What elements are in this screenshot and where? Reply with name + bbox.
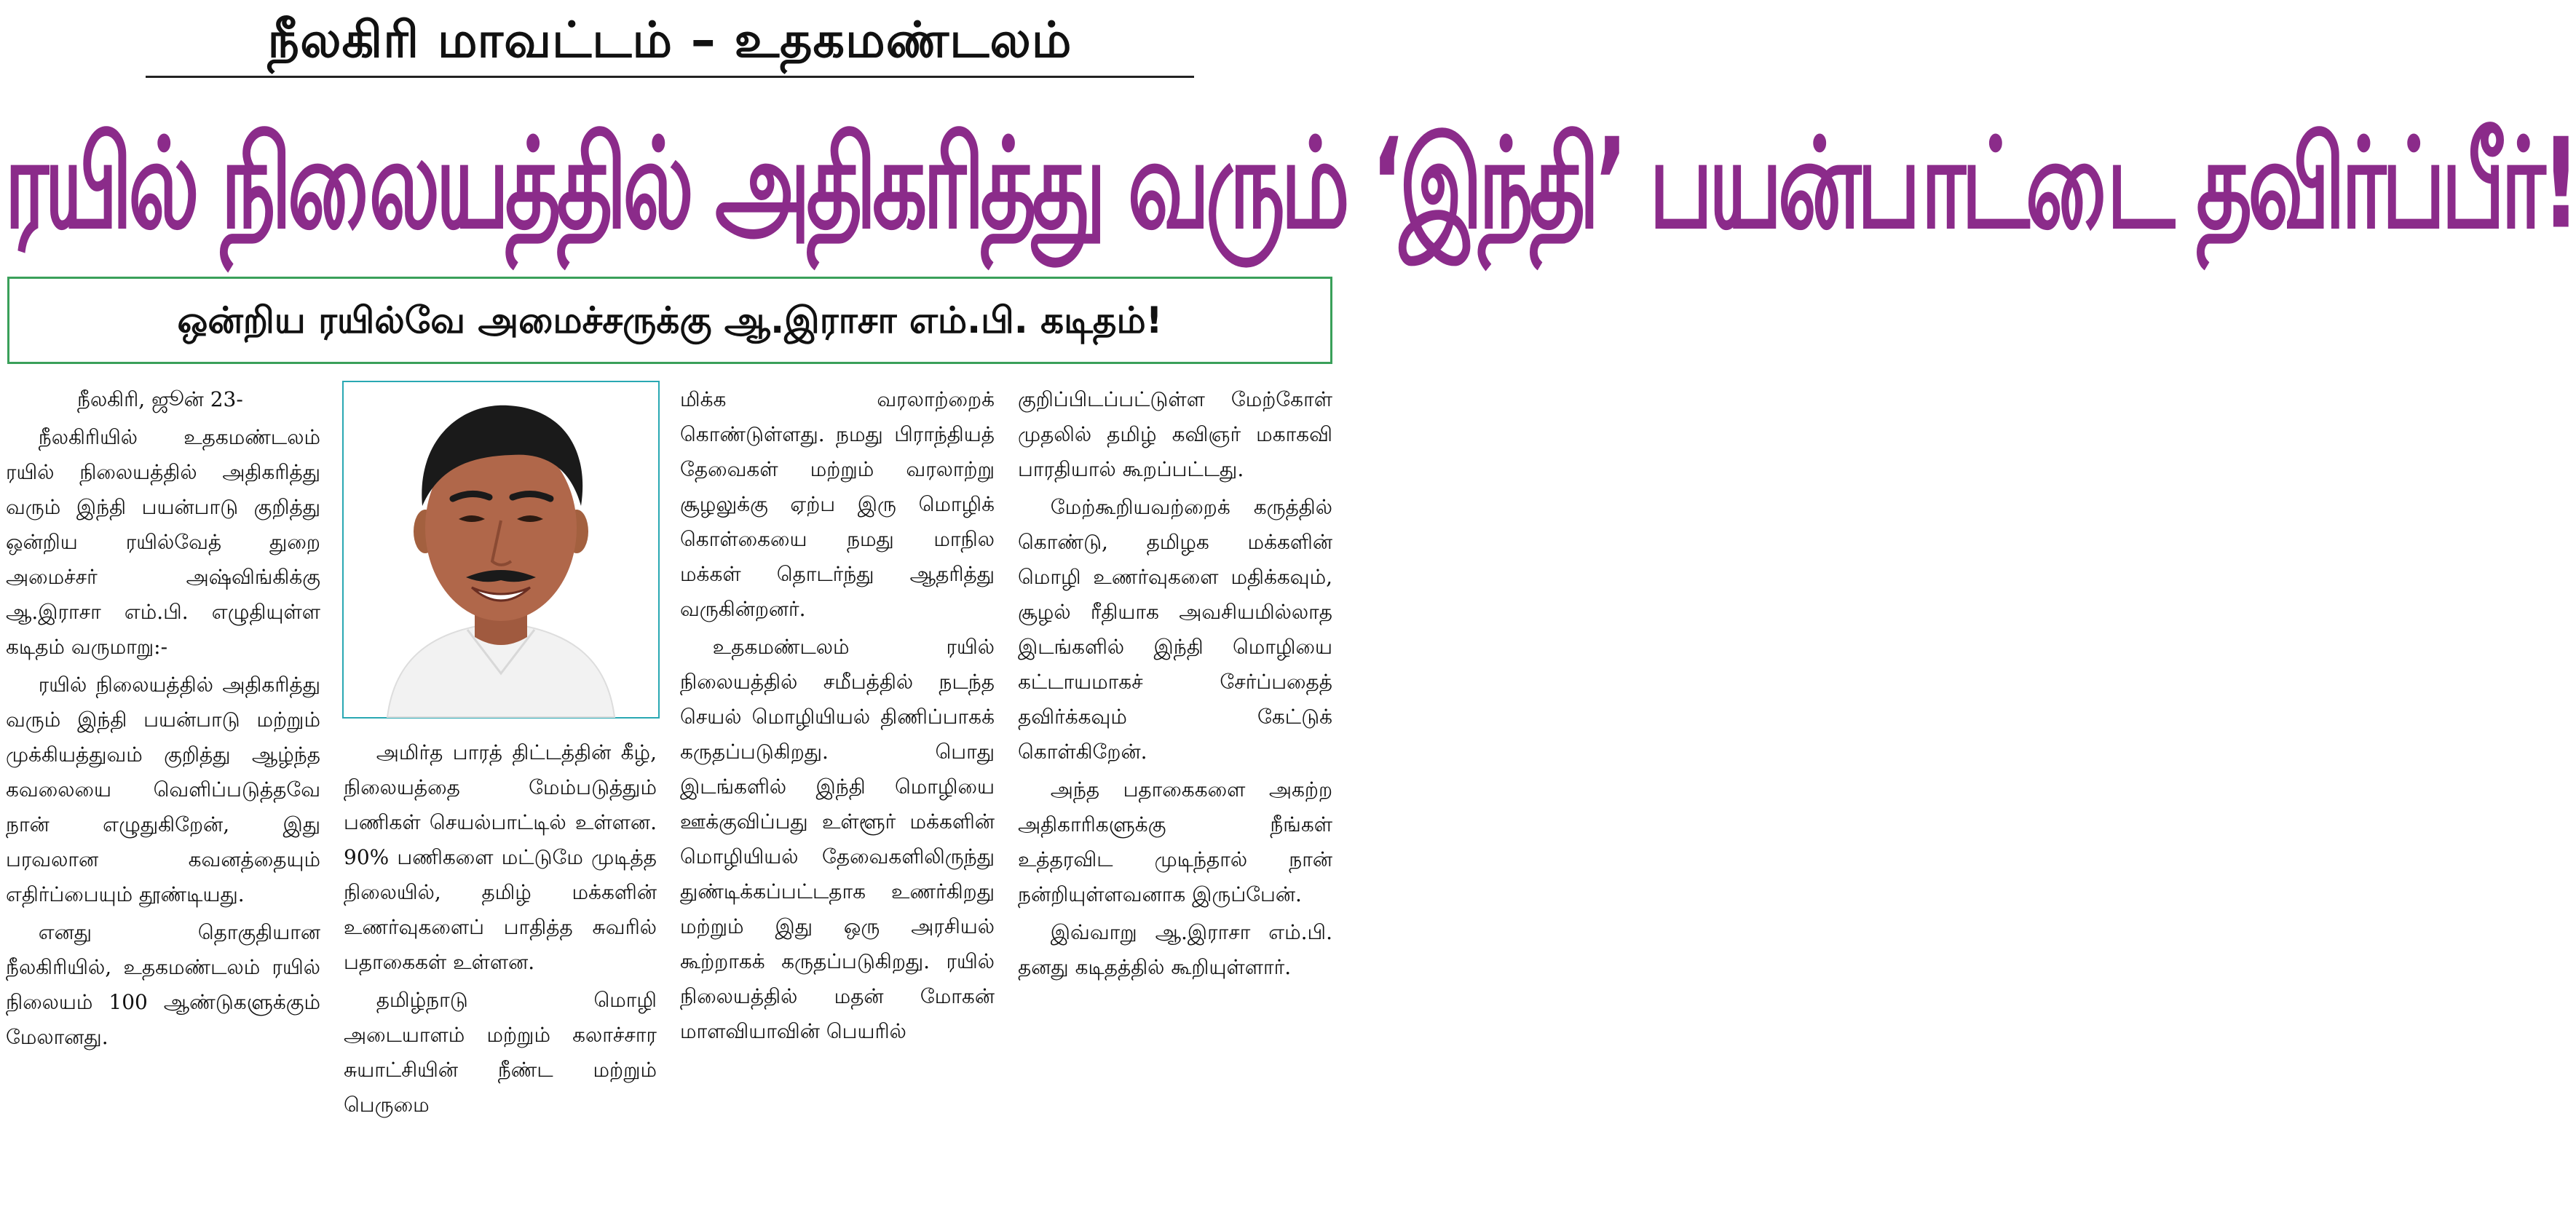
portrait-photo xyxy=(342,381,660,719)
paragraph: எனது தொகுதியான நீலகிரியில், உதகமண்டலம் ரயில் நிலையம் 100 ஆண்டுகளுக்கும் மேலானது. xyxy=(6,920,320,1049)
dateline: நீலகிரி, ஜூன் 23- xyxy=(77,387,243,411)
paragraph: அந்த பதாகைகளை அகற்ற அதிகாரிகளுக்கு நீங்கள் உத்தரவிட முடிந்தால் நான் நன்றியுள்ளவனாக இருப்பேன். xyxy=(1018,777,1332,906)
subheadline-box: ஒன்றிய ரயில்வே அமைச்சருக்கு ஆ.இராசா எம்.பி. கடிதம்! xyxy=(7,277,1332,364)
portrait-icon xyxy=(344,382,658,717)
paragraph: ரயில் நிலையத்தில் அதிகரித்து வரும் இந்தி பயன்பாடு மற்றும் முக்கியத்துவம் குறித்து ஆழ்ந்த கவலையை வெளிப்படுத்தவே நான் எழுதுகிறேன், இது பரவலான கவனத்தையும் எதிர்ப்பையும் தூண்டியது. xyxy=(6,673,320,906)
section-kicker: நீலகிரி மாவட்டம் – உதகமண்டலம் xyxy=(267,12,1072,69)
article-column-1 xyxy=(6,382,320,1201)
paragraph: அமிர்த பாரத் திட்டத்தின் கீழ், நிலையத்தை மேம்படுத்தும் பணிகள் செயல்பாட்டில் உள்ளன. 90% பணிகளை மட்டுமே முடித்த நிலையில், தமிழ் மக்களின் உணர்வுகளைப் பாதித்த சுவரில் பதாகைகள் உள்ளன. xyxy=(344,740,657,974)
paragraph: மிக்க வரலாற்றைக் கொண்டுள்ளது. நமது பிராந்தியத் தேவைகள் மற்றும் வரலாற்று சூழலுக்கு ஏற்ப இரு மொழிக் கொள்கையை நமது மாநில மக்கள் தொடர்ந்து ஆதரித்து வருகின்றனர். xyxy=(680,387,995,621)
article-column-3 xyxy=(680,382,995,1201)
paragraph: இவ்வாறு ஆ.இராசா எம்.பி. தனது கடிதத்தில் கூறியுள்ளார். xyxy=(1018,920,1332,979)
paragraph: தமிழ்நாடு மொழி அடையாளம் மற்றும் கலாச்சார சுயாட்சியின் நீண்ட மற்றும் பெருமை xyxy=(344,988,657,1117)
article-column-4 xyxy=(1018,382,1332,1201)
headline: ரயில் நிலையத்தில் அதிகரித்து வரும் ‘இந்தி’ பயன்பாட்டை தவிர்ப்பீர்! xyxy=(4,110,2576,257)
paragraph: மேற்கூறியவற்றைக் கருத்தில் கொண்டு, தமிழக மக்களின் மொழி உணர்வுகளை மதிக்கவும், சூழல் ரீதியாக அவசியமில்லாத இடங்களில் இந்தி மொழியை கட்டாயமாகச் சேர்ப்பதைத் தவிர்க்கவும் கேட்டுக் கொள்கிறேன். xyxy=(1018,495,1332,764)
paragraph: நீலகிரியில் உதகமண்டலம் ரயில் நிலையத்தில் அதிகரித்து வரும் இந்தி பயன்பாடு குறித்து ஒன்றிய ரயில்வேத் துறை அமைச்சர் அஷ்விங்கிக்கு ஆ.இராசா எம்.பி. எழுதியுள்ள கடிதம் வருமாறு:- xyxy=(6,425,320,659)
article-column-2 xyxy=(344,735,657,1201)
paragraph: உதகமண்டலம் ரயில் நிலையத்தில் சமீபத்தில் நடந்த செயல் மொழியியல் திணிப்பாகக் கருதப்படுகிறது. பொது இடங்களில் இந்தி மொழியை ஊக்குவிப்பது உள்ளூர் மக்களின் மொழியியல் தேவைகளிலிருந்து துண்டிக்கப்பட்டதாக உணர்கிறது மற்றும் இது ஒரு அரசியல் கூற்றாகக் கருதப்படுகிறது. ரயில் நிலையத்தில் மதன் மோகன் மாளவியாவின் பெயரில் xyxy=(680,635,995,1043)
paragraph: குறிப்பிடப்பட்டுள்ள மேற்கோள் முதலில் தமிழ் கவிஞர் மகாகவி பாரதியால் கூறப்பட்டது. xyxy=(1018,387,1332,481)
